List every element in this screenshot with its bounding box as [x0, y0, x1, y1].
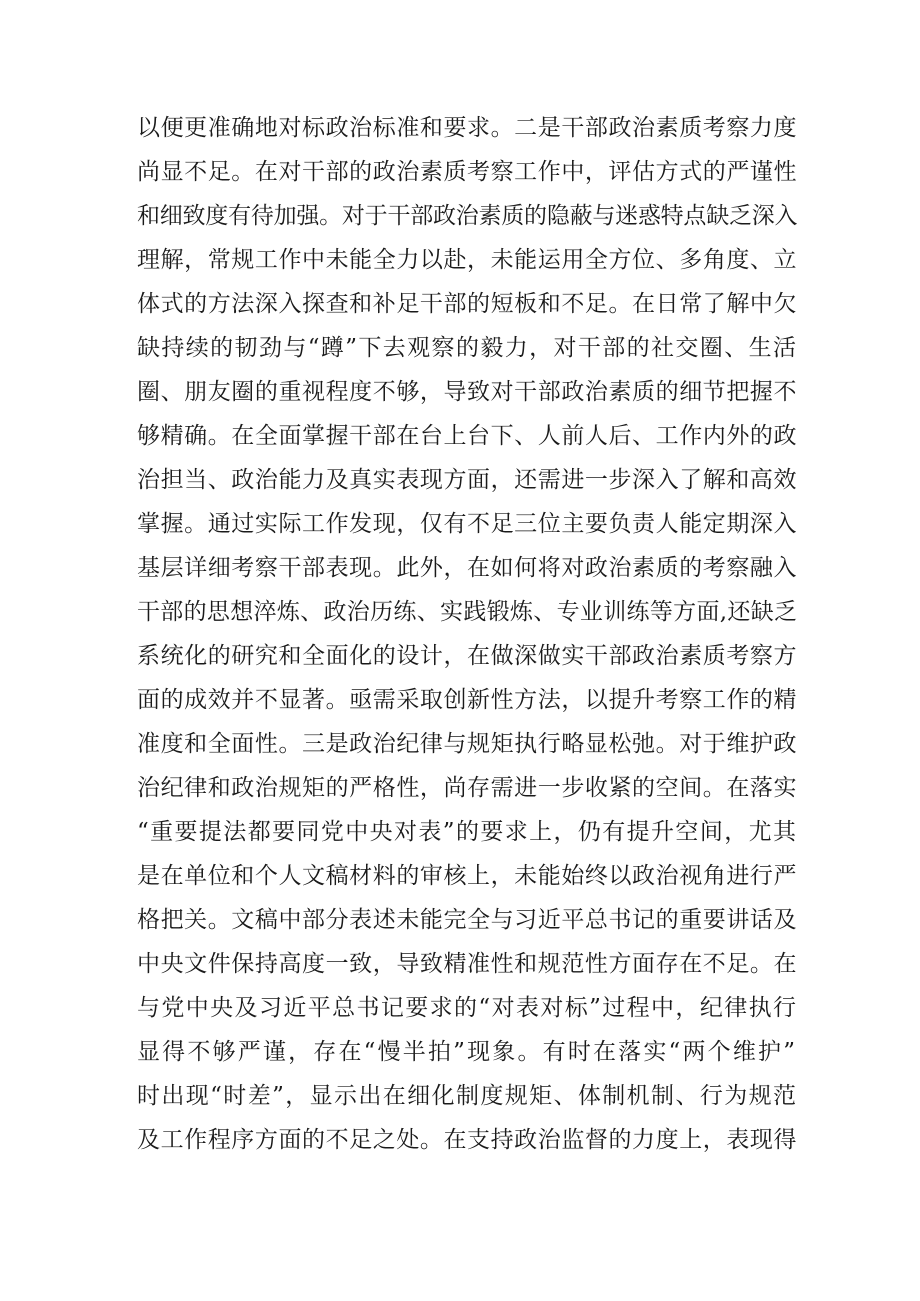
text-line: 与党中央及习近平总书记要求的“对表对标”过程中，纪律执行	[137, 995, 797, 1021]
text-line: 基层详细考察干部表现。此外，在如何将对政治素质的考察融入	[137, 555, 797, 581]
text-line: 是在单位和个人文稿材料的审核上，未能始终以政治视角进行严	[137, 863, 797, 889]
text-line: 治纪律和政治规矩的严格性，尚存需进一步收紧的空间。在落实	[137, 775, 797, 801]
text-line: 准度和全面性。三是政治纪律与规矩执行略显松弛。对于维护政	[137, 731, 797, 757]
text-line: 体式的方法深入探查和补足干部的短板和不足。在日常了解中欠	[137, 291, 797, 317]
text-line: 以便更准确地对标政治标准和要求。二是干部政治素质考察力度	[137, 115, 797, 141]
text-line: 及工作程序方面的不足之处。在支持政治监督的力度上，表现得	[137, 1127, 797, 1153]
text-line: 显得不够严谨，存在“慢半拍”现象。有时在落实“两个维护”	[137, 1039, 797, 1065]
text-line: 时出现“时差”，显示出在细化制度规矩、体制机制、行为规范	[137, 1083, 797, 1109]
text-line: “重要提法都要同党中央对表”的要求上，仍有提升空间，尤其	[137, 819, 797, 845]
text-line: 尚显不足。在对干部的政治素质考察工作中，评估方式的严谨性	[137, 159, 797, 185]
text-line: 中央文件保持高度一致，导致精准性和规范性方面存在不足。在	[137, 951, 797, 977]
text-line: 系统化的研究和全面化的设计，在做深做实干部政治素质考察方	[137, 643, 797, 669]
body-text	[137, 106, 797, 1162]
text-line: 缺持续的韧劲与“蹲”下去观察的毅力，对干部的社交圈、生活	[137, 335, 797, 361]
text-line: 够精确。在全面掌握干部在台上台下、人前人后、工作内外的政	[137, 423, 797, 449]
text-line: 掌握。通过实际工作发现，仅有不足三位主要负责人能定期深入	[137, 511, 797, 537]
text-line: 和细致度有待加强。对于干部政治素质的隐蔽与迷惑特点缺乏深入	[137, 203, 797, 229]
text-line: 干部的思想淬炼、政治历练、实践锻炼、专业训练等方面,还缺乏	[137, 599, 797, 625]
text-line: 圈、朋友圈的重视程度不够，导致对干部政治素质的细节把握不	[137, 379, 797, 405]
text-line: 面的成效并不显著。亟需采取创新性方法，以提升考察工作的精	[137, 687, 797, 713]
text-line: 格把关。文稿中部分表述未能完全与习近平总书记的重要讲话及	[137, 907, 797, 933]
text-line: 理解，常规工作中未能全力以赴，未能运用全方位、多角度、立	[137, 247, 797, 273]
text-line: 治担当、政治能力及真实表现方面，还需进一步深入了解和高效	[137, 467, 797, 493]
